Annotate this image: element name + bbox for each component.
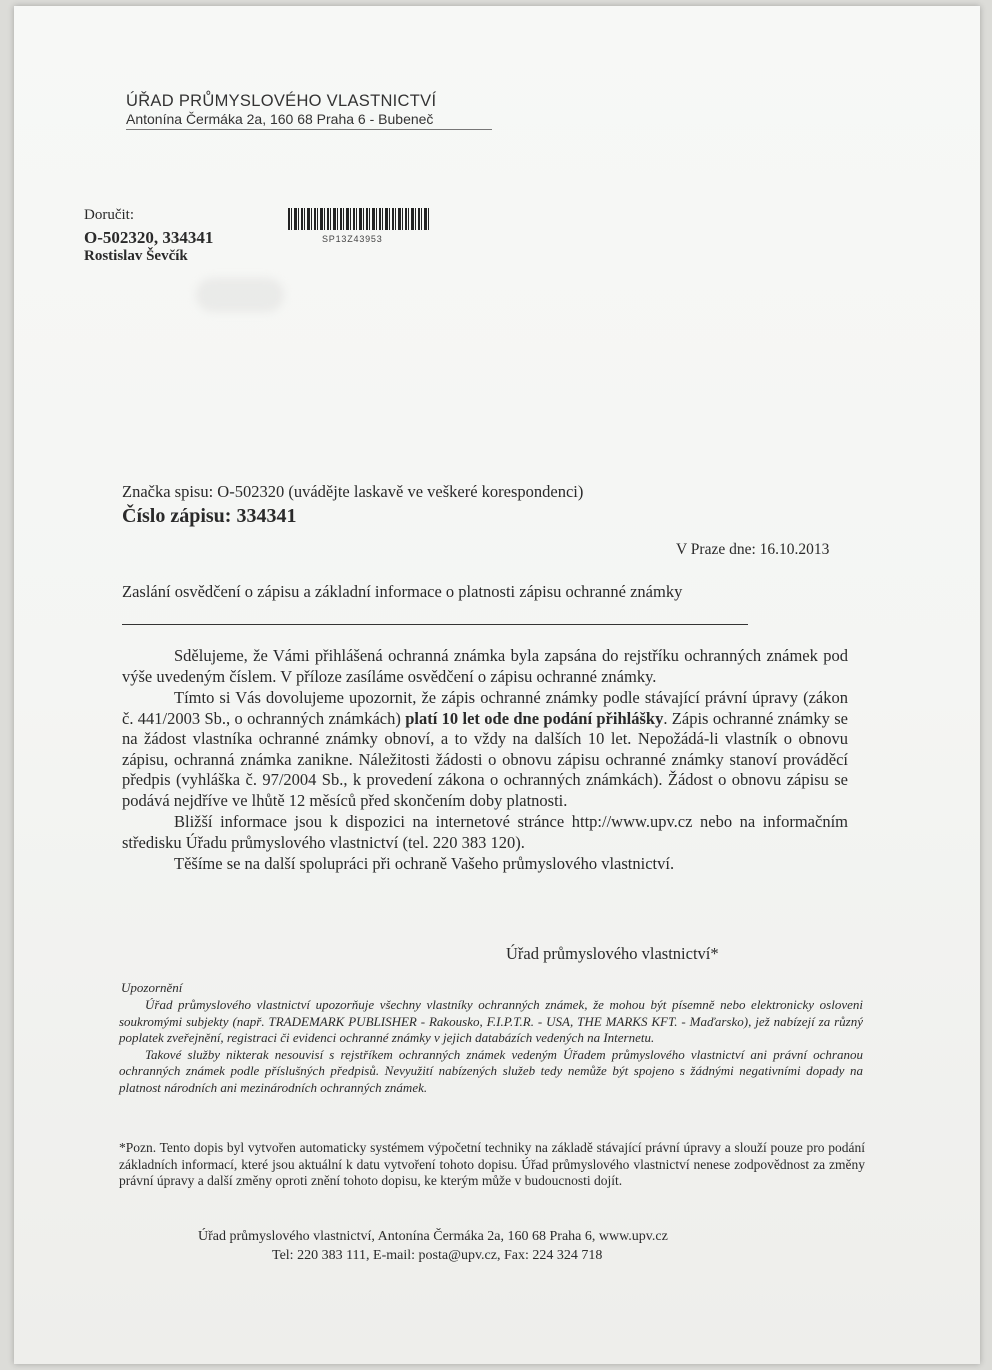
- recipient-name: Rostislav Ševčík: [84, 248, 188, 264]
- recipient-number: O-502320, 334341: [84, 228, 214, 247]
- footer-contacts: Tel: 220 383 111, E-mail: posta@upv.cz, Fax: 224 324 718: [272, 1248, 603, 1263]
- org-address: Antonína Čermáka 2a, 160 68 Praha 6 - Bubeneč: [126, 111, 434, 127]
- body-p2-start: Tímto si Vás dovolujeme upozornit, že zápis ochranné známky podle stávající právní úpravy (zákon č. 441/2003 Sb., o ochranných známkách): [122, 688, 848, 728]
- body-paragraph-4: Těšíme se na další spolupráci při ochraně Vašeho průmyslového vlastnictví.: [174, 854, 675, 873]
- redacted-area: [196, 278, 284, 312]
- notice-paragraph-2: Takové služby nikterak nesouvisí s rejstříkem ochranných známek vedeným Úřadem průmyslového vlastnictví ani právní ochranou ochranných známek podle příslušných předpisů. Nevyužití nabízených služeb tedy nemůže být spojeno s žádnými negativními dopady na platnost národních ani mezinárodních ochranných známek.: [119, 1046, 863, 1095]
- body-paragraph-1: Sdělujeme, že Vámi přihlášená ochranná známka byla zapsána do rejstříku ochranných známek pod výše uvedeným číslem. V příloze zasíláme osvědčení o zápisu ochranné známky.: [122, 646, 848, 686]
- notice-block: [119, 997, 863, 1096]
- body-p2-end: . Zápis ochranné známky se na žádost vlastníka ochranné známky obnoví, a to vždy na dalších 10 let. Nepožádá-li vlastník o obnovu zápisu, ochranná známka zanikne. Náležitosti žádosti o obnovu zápisu ochranné známky stanoví prováděcí předpis (vyhláška č. 97/2004 Sb., k provedení zákona o ochranných známkách). Žádost o obnovu zápisu se podává nejdříve ve lhůtě 12 měsíců před skončením doby platnosti.: [122, 708, 848, 810]
- letter-body: [122, 646, 848, 875]
- notice-title: Upozornění: [121, 980, 183, 995]
- body-p2-emphasis: platí 10 let ode dne podání přihlášky: [405, 708, 664, 728]
- subject-underline: [122, 624, 748, 625]
- body-paragraph-2: [122, 688, 848, 811]
- disclaimer-note: *Pozn. Tento dopis byl vytvořen automaticky systémem výpočetní techniky na základě stávající právní úpravy a slouží pouze pro podání základních informací, které jsou aktuální k datu vytvoření tohoto dopisu. Úřad průmyslového vlastnictví nenese zodpovědnost za změny právní úpravy a další změny oproti znění tohoto dopisu, ke kterým může v budoucnosti dojít.: [119, 1140, 865, 1188]
- header-divider: [126, 129, 492, 130]
- letter-subject: Zaslání osvědčení o zápisu a základní informace o platnosti zápisu ochranné známky: [122, 582, 683, 601]
- barcode-code: SP13Z43953: [322, 234, 383, 244]
- file-reference: Značka spisu: O-502320 (uvádějte laskavě ve veškeré korespondenci): [122, 482, 584, 501]
- org-name: ÚŘAD PRŮMYSLOVÉHO VLASTNICTVÍ: [126, 92, 437, 110]
- notice-paragraph-1: Úřad průmyslového vlastnictví upozorňuje všechny vlastníky ochranných známek, že mohou být písemně nebo elektronicky osloveni soukromými subjekty (např. TRADEMARK PUBLISHER - Rakousko, F.I.P.T.R. - USA, THE MARKS KFT. - Maďarsko), jež nabízejí za různý poplatek zveřejnění, registraci či evidenci ochranné známky v jejich databázích vedených na Internetu.: [119, 997, 863, 1045]
- signature: Úřad průmyslového vlastnictví*: [506, 944, 719, 963]
- registration-number: Číslo zápisu: 334341: [122, 505, 297, 527]
- letter-date: V Praze dne: 16.10.2013: [676, 541, 830, 558]
- recipient-label: Doručit:: [84, 207, 134, 223]
- body-paragraph-3: Bližší informace jsou k dispozici na internetové stránce http://www.upv.cz nebo na informačním středisku Úřadu průmyslového vlastnictví (tel. 220 383 120).: [122, 812, 848, 852]
- barcode-image: [288, 208, 430, 230]
- footer-address: Úřad průmyslového vlastnictví, Antonína Čermáka 2a, 160 68 Praha 6, www.upv.cz: [198, 1229, 668, 1244]
